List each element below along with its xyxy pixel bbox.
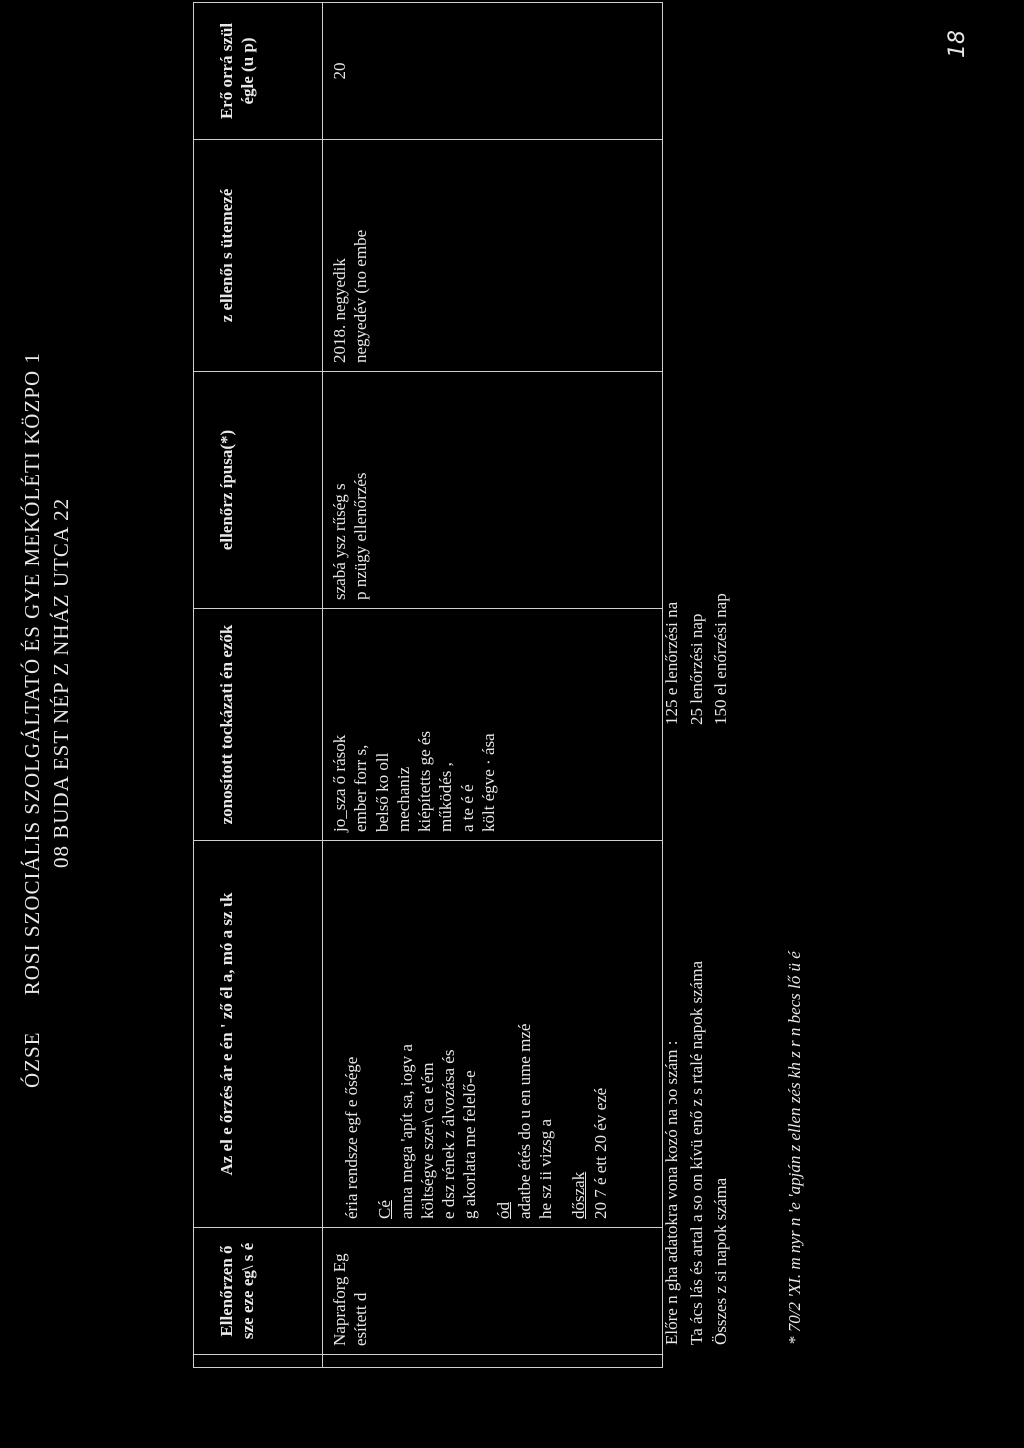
header-blank xyxy=(194,1355,323,1368)
header-goal xyxy=(194,841,323,1228)
table-header-row xyxy=(194,3,323,1368)
goal-line-b2: költségve szer\ ca e'ém xyxy=(417,1062,437,1219)
header-goal-a: Az el e őrzés ár e én ' ző xyxy=(217,1003,236,1176)
summary-label-3: Összes z si napok száma xyxy=(711,1177,731,1345)
summary-label-1: Előre n gha adatokra vona kozó na ɔo szám : xyxy=(662,1040,681,1345)
footnote: * 70/2 'XI. m nyr n 'e 'apján z ellen zés kh z r n becs lő ü é xyxy=(785,951,804,1345)
goal-line-b4: g akorlata me felelő-e xyxy=(460,1070,480,1219)
goal-line-a: éria rendsze egf e ősége xyxy=(342,1056,361,1219)
risks-line3: belső ko oll xyxy=(372,752,392,832)
risks-line4: mechaniz xyxy=(393,766,413,832)
document-header xyxy=(20,352,74,1088)
cell-resources: 20 xyxy=(323,3,663,140)
risks-line7: a te é é xyxy=(457,784,477,832)
type-line2: p nzügy ellenőrzés xyxy=(351,472,371,600)
risks-line6: működés , xyxy=(436,762,456,832)
summary-value-3: 150 el enőrzési nap xyxy=(711,593,731,725)
cell-type xyxy=(323,372,663,609)
goal-ce-label: Cé xyxy=(375,1200,395,1219)
cell-schedule xyxy=(323,140,663,372)
header-type: ellenőrz ípusa(*) xyxy=(194,372,323,609)
summary-value-1: 125 e lenőrzési na xyxy=(662,601,681,725)
cell-blank xyxy=(323,1355,663,1368)
summary-value-2: 25 lenőrzési nap xyxy=(686,613,706,725)
header-line1a: ÓZSE xyxy=(20,1031,44,1088)
header-schedule: z ellenőı s ütemezé xyxy=(194,140,323,372)
summary-row xyxy=(660,325,685,1345)
header-resources: Erő orrá szül égle (u p) xyxy=(194,3,323,140)
goal-line-c1: adatbe étés do u en ume mzé xyxy=(514,1023,534,1219)
schedule-line1: 2018. negyedik xyxy=(330,258,349,363)
summary-row xyxy=(685,325,710,1345)
goal-period-label: dőszak xyxy=(569,1171,589,1219)
cell-risks xyxy=(323,609,663,841)
risks-line2: ember forr s, xyxy=(351,744,371,832)
risks-line1: jo_sza ő rások xyxy=(330,734,349,832)
cell-goal xyxy=(323,841,663,1228)
header-subject: Ellenőrzen ő sze eze eg\ s é xyxy=(194,1228,323,1355)
goal-line-b3: e dsz rének z álvozása és xyxy=(439,1049,458,1219)
audit-plan-table xyxy=(193,2,663,1368)
header-goal-b: él a, mó a sz ɩk xyxy=(217,892,236,999)
schedule-line2: negyedév (no embe xyxy=(351,229,371,363)
handwritten-page-number: 18 xyxy=(945,30,970,58)
table-row xyxy=(323,3,663,1368)
goal-line-b1: anna mega 'apít sa, iogv a xyxy=(396,1044,416,1219)
summary-row xyxy=(709,325,734,1345)
header-line2: 08 BUDA EST NÉP Z NHÁZ UTCA 22 xyxy=(49,497,73,868)
risks-line8: költ égve · ása xyxy=(478,733,498,832)
summary-block xyxy=(660,325,734,1345)
goal-od-label: ód xyxy=(493,1202,513,1219)
header-line1b: ROSI SZOCIÁLIS SZOLGÁLTATÓ ÉS GYE MEKÓLÉTI KÖZPO 1 xyxy=(20,352,44,996)
summary-label-2: Ta ács lás és artal a so on kívü enő z s rtalé napok száma xyxy=(686,960,706,1345)
goal-line-c2: he sz ii vizsg a xyxy=(536,1118,555,1219)
cell-subject: Napraforg Eg esített d xyxy=(323,1228,663,1355)
goal-line-d: 20 7 é ett 20 év ezé xyxy=(590,1087,610,1219)
type-line1: szabá ysz rűség s xyxy=(330,483,349,600)
header-risks: zonosított tockázati én ezők xyxy=(194,609,323,841)
risks-line5: kiépítetts ge és xyxy=(415,730,434,832)
